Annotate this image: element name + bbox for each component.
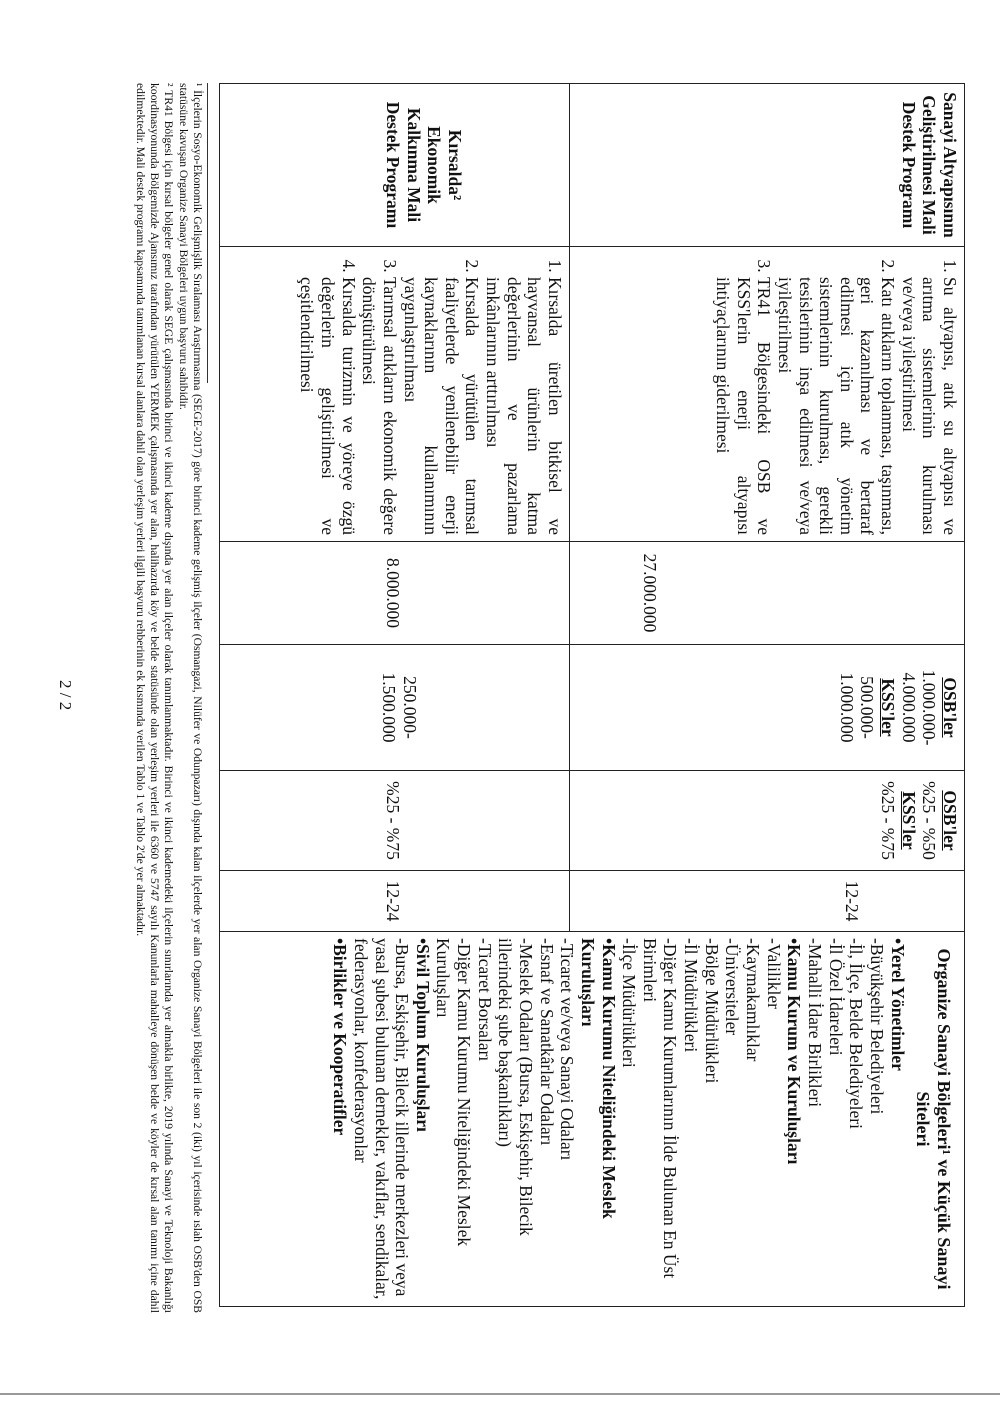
duration-cell: [220, 871, 570, 932]
applicant-item: -Diğer Kamu Kurumlarının İlde Bulunan En Üst Birimleri: [639, 938, 681, 1279]
applicant-item: -Bölge Müdürlükleri: [701, 938, 722, 1084]
duration-cell: [570, 871, 965, 932]
osb-rate-value: %25 - %50: [919, 781, 940, 860]
applicant-category: •Kamu Kurumu Niteliğindeki Meslek Kuruluşları: [577, 938, 619, 1219]
duration-value: 12-24: [383, 880, 403, 922]
footnotes: [133, 83, 204, 1313]
applicant-item: -Valilikler: [763, 938, 784, 1009]
budget-cell: [570, 542, 965, 645]
applicant-item: -İl, İlçe, Belde Belediyeleri: [846, 938, 867, 1129]
applicant-category: •Birlikler ve Kooperatifler: [330, 938, 351, 1136]
priorities-cell: [570, 247, 965, 542]
kss-amount-value: 500.000- 1.000.000: [836, 672, 878, 743]
rate-value: %25 - %75: [383, 781, 403, 860]
budget-cell: [220, 542, 570, 645]
page-number: 2 / 2: [56, 680, 75, 711]
applicants-list: [330, 938, 908, 1300]
budget-value: 27.000.000: [640, 553, 660, 633]
applicant-item: -Kaymakamlıklar: [743, 938, 764, 1062]
amount-value: 250.000- 1.500.000: [379, 672, 420, 743]
budget-value: 8.000.000: [383, 558, 403, 628]
footnote-separator: [207, 83, 208, 383]
eligible-applicants-cell: [220, 932, 965, 1307]
osb-rate-label: OSB'ler: [940, 790, 960, 851]
applicant-item: -İl Özel İdareleri: [825, 938, 846, 1056]
applicant-category: •Yerel Yönetimler: [887, 938, 908, 1071]
priority-item: 4. Kırsalda turizmin ve yöreye özgü değerlerin geliştirilmesi ve çeşitlendirilmesi: [297, 277, 359, 535]
applicant-item: -Esnaf ve Sanatkârlar Odaları: [536, 938, 557, 1146]
priority-list: [712, 253, 960, 535]
applicant-item: -Ticaret Borsaları: [474, 938, 495, 1062]
priority-list: [297, 253, 565, 535]
applicant-item: -Büyükşehir Belediyeleri: [866, 938, 887, 1115]
priority-item: 1. Kırsalda üretilen bitkisel ve hayvansal ürünlerin katma değerlerinin ve pazarlama imkânlarının arttırılması: [482, 277, 565, 535]
applicant-category: •Kamu Kurum ve Kuruluşları: [784, 938, 805, 1165]
support-programs-table: [219, 83, 965, 1307]
footnote-2: ² TR41 Bölgesi için kırsal bölgeler genel olarak SEGE çalışmasında birinci ve ikinci kademe dışında yer alan ilçeler olarak tanımlanmaktadır. Birinci ve ikinci kademedeki ilçelerin sınırlarında yer almakla birlikte, 2019 yılında Sanayi ve Teknoloji Bakanlığı koordinasyonunda Bölgemizde Ajansımız tarafından yürütülen YERMEK çalışmasında yer alan, halihazırda köy ve belde statüsünde olan yerleşim yerleri ile 6360 ve 5747 sayılı Kanunlarla mahalleye dönüşen belde ve köyler de kırsal alan tanımı içine dahil edilmektedir. Mali destek programı kapsamında tanımlanan kırsal alanlara dahil olan yerleşim yerleri ilgili başvuru rehberinin ek kısmında verilen Tablo 1 ve Tablo 2'de yer almaktadır.: [134, 83, 176, 1313]
osb-amount-label: OSB'ler: [940, 677, 960, 738]
kss-rate-label: KSS'ler: [898, 791, 919, 850]
rate-cell: [220, 771, 570, 871]
applicant-item: -İlçe Müdürlükleri: [619, 938, 640, 1068]
applicant-item: -Ticaret ve/veya Sanayi Odaları: [557, 938, 578, 1161]
applicant-category: •Sivil Toplum Kuruluşları: [412, 938, 433, 1132]
duration-value: 12-24: [842, 880, 862, 922]
amount-cell: [220, 645, 570, 771]
priority-item: 2. Katı atıkların toplanması, taşınması, geri kazanılması ve bertaraf edilmesi için atık yönetim sistemlerinin kurulması, gerekli tesislerinin inşa edilmesi ve/veya iyileştirilmesi: [774, 277, 898, 535]
applicant-item: -Meslek Odaları (Bursa, Eskişehir, Bilecik illerindeki şube başkanlıkları): [495, 938, 536, 1236]
priority-item: 3. Tarımsal atıkların ekonomik değere dönüştürülmesi: [359, 277, 400, 535]
applicant-item: -Diğer Kamu Kurumu Niteliğindeki Meslek Kuruluşları: [433, 938, 475, 1247]
rate-cell: [570, 771, 965, 871]
osb-amount-value: 1.000.000- 4.000.000: [898, 669, 940, 746]
footnote-1: ¹ İlçelerin Sosyo-Ekonomik Gelişmişlik Sıralaması Araştırmasına (SEGE-2017) göre birinci kademe gelişmiş ilçeler (Osmangazi, Nilüfer ve Odunpazarı) dışında kalan ilçelerde yer alan Organize Sanayi Bölgeleri ile son 2 (iki) yıl içerisinde ıslah OSB'den OSB statüsüne kavuşan Organize Sanayi Bölgeleri uygun başvuru sahibidir.: [176, 83, 204, 1313]
kss-amount-label: KSS'ler: [878, 678, 899, 737]
priority-item: 3. TR41 Bölgesindeki OSB ve KSS'lerin enerji altyapısı ihtiyaçlarının giderilmesi: [712, 277, 774, 535]
kss-rate-value: %25 - %75: [878, 781, 899, 860]
applicant-item: -Üniversiteler: [722, 938, 743, 1036]
priorities-cell: [220, 247, 570, 542]
applicants-title: Organize Sanayi Bölgeleri¹ ve Küçük Sanayi Siteleri: [912, 948, 954, 1290]
table-row: [570, 84, 965, 1307]
amount-cell: [570, 645, 965, 771]
applicant-item: -Bursa, Eskişehir, Bilecik illerinde merkezleri veya yasal şubesi bulunan dernekler, vakıflar, sendikalar, federasyonlar, konfederasyonlar: [350, 938, 413, 1300]
applicant-item: -İl Müdürlükleri: [681, 938, 702, 1053]
program-name-cell: Kırsalda² Ekonomik Kalkınma Mali Destek Programı: [220, 84, 570, 247]
program-name-cell: Sanayi Altyapısının Geliştirilmesi Mali Destek Programı: [570, 84, 965, 247]
applicant-item: -Mahalli İdare Birlikleri: [804, 938, 825, 1108]
scan-edge-line: [0, 1393, 1000, 1395]
priority-item: 1. Su altyapısı, atık su altyapısı ve arıtma sistemlerinin kurulması ve/veya iyileştirilmesi: [898, 277, 960, 535]
priority-item: 2. Kırsalda yürütülen tarımsal faaliyetlerde yenilenebilir enerji kaynaklarının kullanımının yaygınlaştırılması: [400, 277, 483, 535]
